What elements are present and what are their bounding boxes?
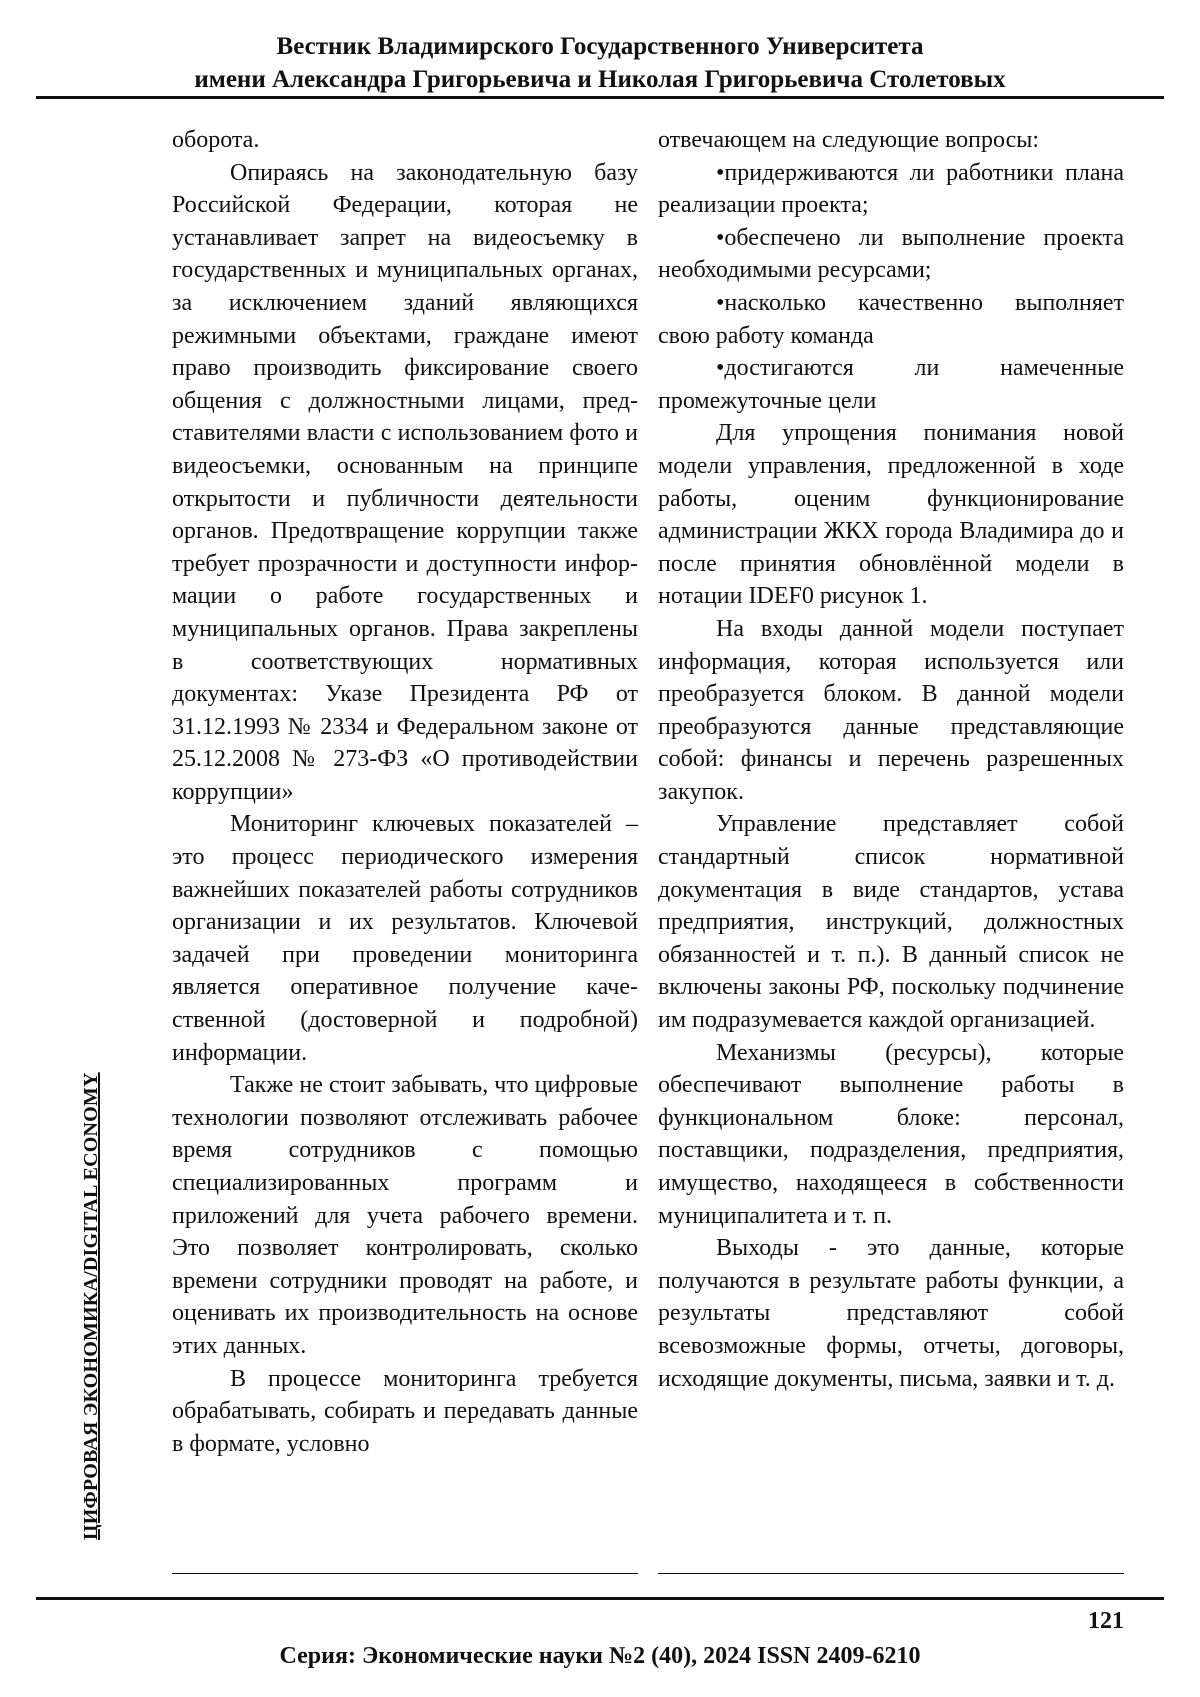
paragraph: Опираясь на законодательную базу Российской Федерации, которая не устанавливает запрет на видео­съемку в государственных и муници­пальных органах, за исключением зданий являющихся режимными объ­ектами, граждане имеют право про­изводить фиксирование своего обще­ния с должностными лицами, пред­ставителями власти с использовани­ем фото и видеосъемки, основанным на принципе открытости и публично­сти деятельности органов. Предот­вращение коррупции также требует прозрачности и доступности инфор­мации о работе государственных и муниципальных органов. Права за­креплены в соответствующих норма­тивных документах: Указе Президен­та РФ от 31.12.1993 № 2334 и Феде­ральном законе от 25.12.2008 № 273-ФЗ «О противодействии коррупции» xyxy=(172,157,638,809)
paragraph: Также не стоит забывать, что цифровые технологии позволяют от­слеживать рабочее время сотрудни­ков с помощью специализированных программ и приложений для учета рабочего времени. Это позволяет контролировать, сколько времени со­трудники проводят на работе, и оце­нивать их производительность на ос­нове этих данных. xyxy=(172,1069,638,1362)
footer-rule xyxy=(36,1597,1164,1600)
bullet-item xyxy=(658,157,1124,222)
header-rule xyxy=(36,96,1164,99)
left-column xyxy=(172,124,638,1460)
paragraph: Для упрощения понимания но­вой модели управления, предложен­ной в ходе работы, оценим функцио­нирование администрации ЖКХ го­рода Владимира до и после принятия обновлённой модели в нотации IDEF0 рисунок 1. xyxy=(658,417,1124,613)
paragraph: Управление представляет собой стандартный список нормативной документация в виде стандартов, устава предприятия, инструкций, должностных обязанностей и т. п.). В данный список не включены законы РФ, поскольку подчинение им подра­зумевается каждой организацией. xyxy=(658,808,1124,1036)
journal-title-line-1: Вестник Владимирского Государственного Университета xyxy=(36,30,1164,63)
bullet-item xyxy=(658,287,1124,352)
bullet-symbol: • xyxy=(716,225,724,251)
journal-title-line-2: имени Александра Григорьевича и Николая Григорьевича Столетовых xyxy=(36,63,1164,96)
paragraph: оборота. xyxy=(172,124,638,157)
bullet-text: придерживаются ли работники плана реализации проекта; xyxy=(658,160,1124,219)
paragraph: На входы данной модели по­ступает информация, которая ис­пользуется или преобразуется бло­ком. В данной модели преобразуются данные представляющие собой: фи­нансы и перечень разрешенных заку­пок. xyxy=(658,613,1124,809)
journal-header xyxy=(36,30,1164,96)
paragraph: В процессе мониторинга требу­ется обрабатывать, собирать и пере­давать данные в формате, условно xyxy=(172,1363,638,1461)
bullet-text: обеспечено ли выполнение проекта необходимыми ресурсами; xyxy=(658,225,1124,284)
paragraph: Мониторинг ключевых показа­телей – это процесс периодического измерения важнейших показателей работы сотрудников организации и их результатов. Ключевой задачей при проведении мониторинга являет­ся оперативное получение каче­ственной (достоверной и подробной) информации. xyxy=(172,808,638,1069)
paragraph: отвечающем на следующие вопросы: xyxy=(658,124,1124,157)
bullet-text: достигаются ли намеченные промежуточные цели xyxy=(658,355,1124,414)
left-column-bottom-rule xyxy=(172,1573,638,1574)
page-number: 121 xyxy=(1088,1608,1124,1635)
bullet-symbol: • xyxy=(716,290,724,316)
bullet-symbol: • xyxy=(716,160,724,186)
paragraph: Выходы - это данные, которые получаются в результате работы функции, а результаты представляют собой всевозможные формы, отчеты, договоры, исходящие документы, письма, заявки и т. д. xyxy=(658,1232,1124,1395)
series-footer: Серия: Экономические науки №2 (40), 2024 ISSN 2409-6210 xyxy=(0,1643,1200,1670)
bullet-item xyxy=(658,352,1124,417)
right-column xyxy=(658,124,1124,1395)
bullet-item xyxy=(658,222,1124,287)
right-column-bottom-rule xyxy=(658,1573,1124,1574)
bullet-text: насколько качественно выпол­няет свою работу команда xyxy=(658,290,1124,349)
bullet-symbol: • xyxy=(716,355,724,381)
section-sidebar-label: ЦИФРОВАЯ ЭКОНОМИКА/DIGITAL ECONOMY xyxy=(80,1072,103,1540)
paragraph: Механизмы (ресурсы), которые обеспечивают выполнение работы в функциональном блоке: персонал, поставщики, подразделения, пред­приятия, имущество, находящееся в собственности муниципалитета и т. п. xyxy=(658,1037,1124,1233)
